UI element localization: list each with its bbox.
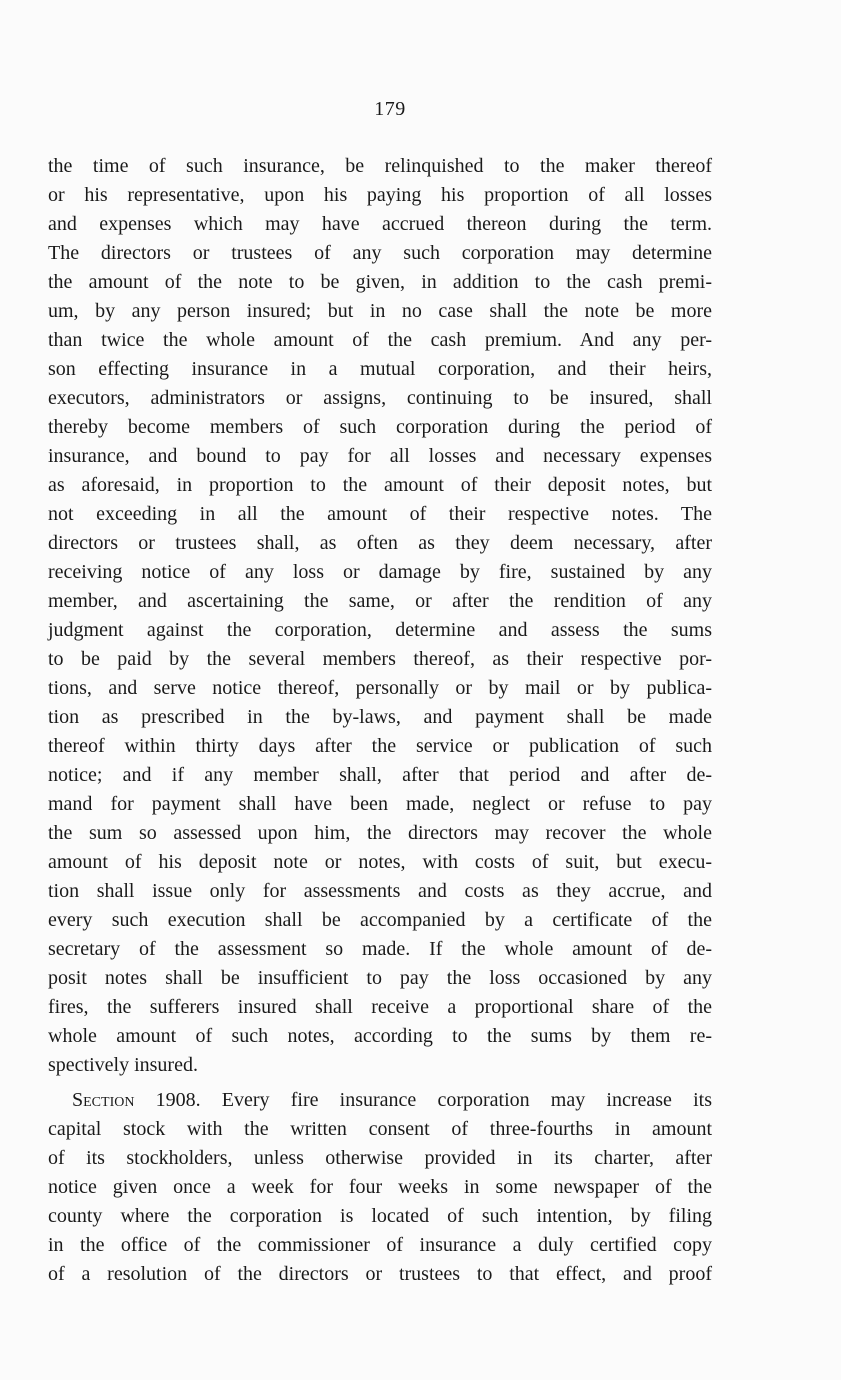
text-line: tions, and serve notice thereof, personally or by mail or by publica- — [48, 677, 712, 699]
text-line: and expenses which may have accrued thereon during the term. — [48, 213, 712, 235]
text-line: the time of such insurance, be relinquished to the maker thereof — [48, 155, 712, 177]
text-line: tion as prescribed in the by-laws, and payment shall be made — [48, 706, 712, 728]
text-line: county where the corporation is located of such intention, by filing — [48, 1205, 712, 1227]
text-line: thereby become members of such corporation during the period of — [48, 416, 712, 438]
text-line: as aforesaid, in proportion to the amount of their deposit notes, but — [48, 474, 712, 496]
text-line: notice given once a week for four weeks in some newspaper of the — [48, 1176, 712, 1198]
text-line: spectively insured. — [48, 1054, 198, 1076]
text-line: than twice the whole amount of the cash premium. And any per- — [48, 329, 712, 351]
text-line: the sum so assessed upon him, the directors may recover the whole — [48, 822, 712, 844]
text-line: in the office of the commissioner of insurance a duly certified copy — [48, 1234, 712, 1256]
text-line: of its stockholders, unless otherwise provided in its charter, after — [48, 1147, 712, 1169]
text-line: executors, administrators or assigns, continuing to be insured, shall — [48, 387, 712, 409]
section-1908-paragraph — [48, 1086, 712, 1289]
text-line: secretary of the assessment so made. If the whole amount of de- — [48, 938, 712, 960]
text-line: The directors or trustees of any such corporation may determine — [48, 242, 712, 264]
text-line: um, by any person insured; but in no case shall the note be more — [48, 300, 712, 322]
paragraph-continuation — [48, 152, 712, 1080]
text-line: tion shall issue only for assessments and costs as they accrue, and — [48, 880, 712, 902]
text-line: whole amount of such notes, according to the sums by them re- — [48, 1025, 712, 1047]
text-line: amount of his deposit note or notes, with costs of suit, but execu- — [48, 851, 712, 873]
text-line: the amount of the note to be given, in addition to the cash premi- — [48, 271, 712, 293]
section-label: Section 1908. — [72, 1089, 201, 1111]
text-line: to be paid by the several members thereof, as their respective por- — [48, 648, 712, 670]
text-line: son effecting insurance in a mutual corporation, and their heirs, — [48, 358, 712, 380]
section-first-line-text: Every fire insurance corporation may increase its — [221, 1089, 712, 1111]
text-line: judgment against the corporation, determine and assess the sums — [48, 619, 712, 641]
text-line: mand for payment shall have been made, neglect or refuse to pay — [48, 793, 712, 815]
text-line: capital stock with the written consent of three-fourths in amount — [48, 1118, 712, 1140]
text-line: every such execution shall be accompanied by a certificate of the — [48, 909, 712, 931]
text-line: or his representative, upon his paying his proportion of all losses — [48, 184, 712, 206]
text-line: notice; and if any member shall, after that period and after de- — [48, 764, 712, 786]
section-first-line — [48, 1086, 712, 1115]
text-line: directors or trustees shall, as often as they deem necessary, after — [48, 532, 712, 554]
text-line: thereof within thirty days after the service or publication of such — [48, 735, 712, 757]
text-line: posit notes shall be insufficient to pay the loss occasioned by any — [48, 967, 712, 989]
body-text — [48, 152, 712, 1289]
text-line: receiving notice of any loss or damage by fire, sustained by any — [48, 561, 712, 583]
text-line: fires, the sufferers insured shall receive a proportional share of the — [48, 996, 712, 1018]
page-number: 179 — [374, 98, 406, 120]
text-line: of a resolution of the directors or trustees to that effect, and proof — [48, 1263, 712, 1285]
text-line: member, and ascertaining the same, or after the rendition of any — [48, 590, 712, 612]
text-line: insurance, and bound to pay for all losses and necessary expenses — [48, 445, 712, 467]
text-line: not exceeding in all the amount of their respective notes. The — [48, 503, 712, 525]
